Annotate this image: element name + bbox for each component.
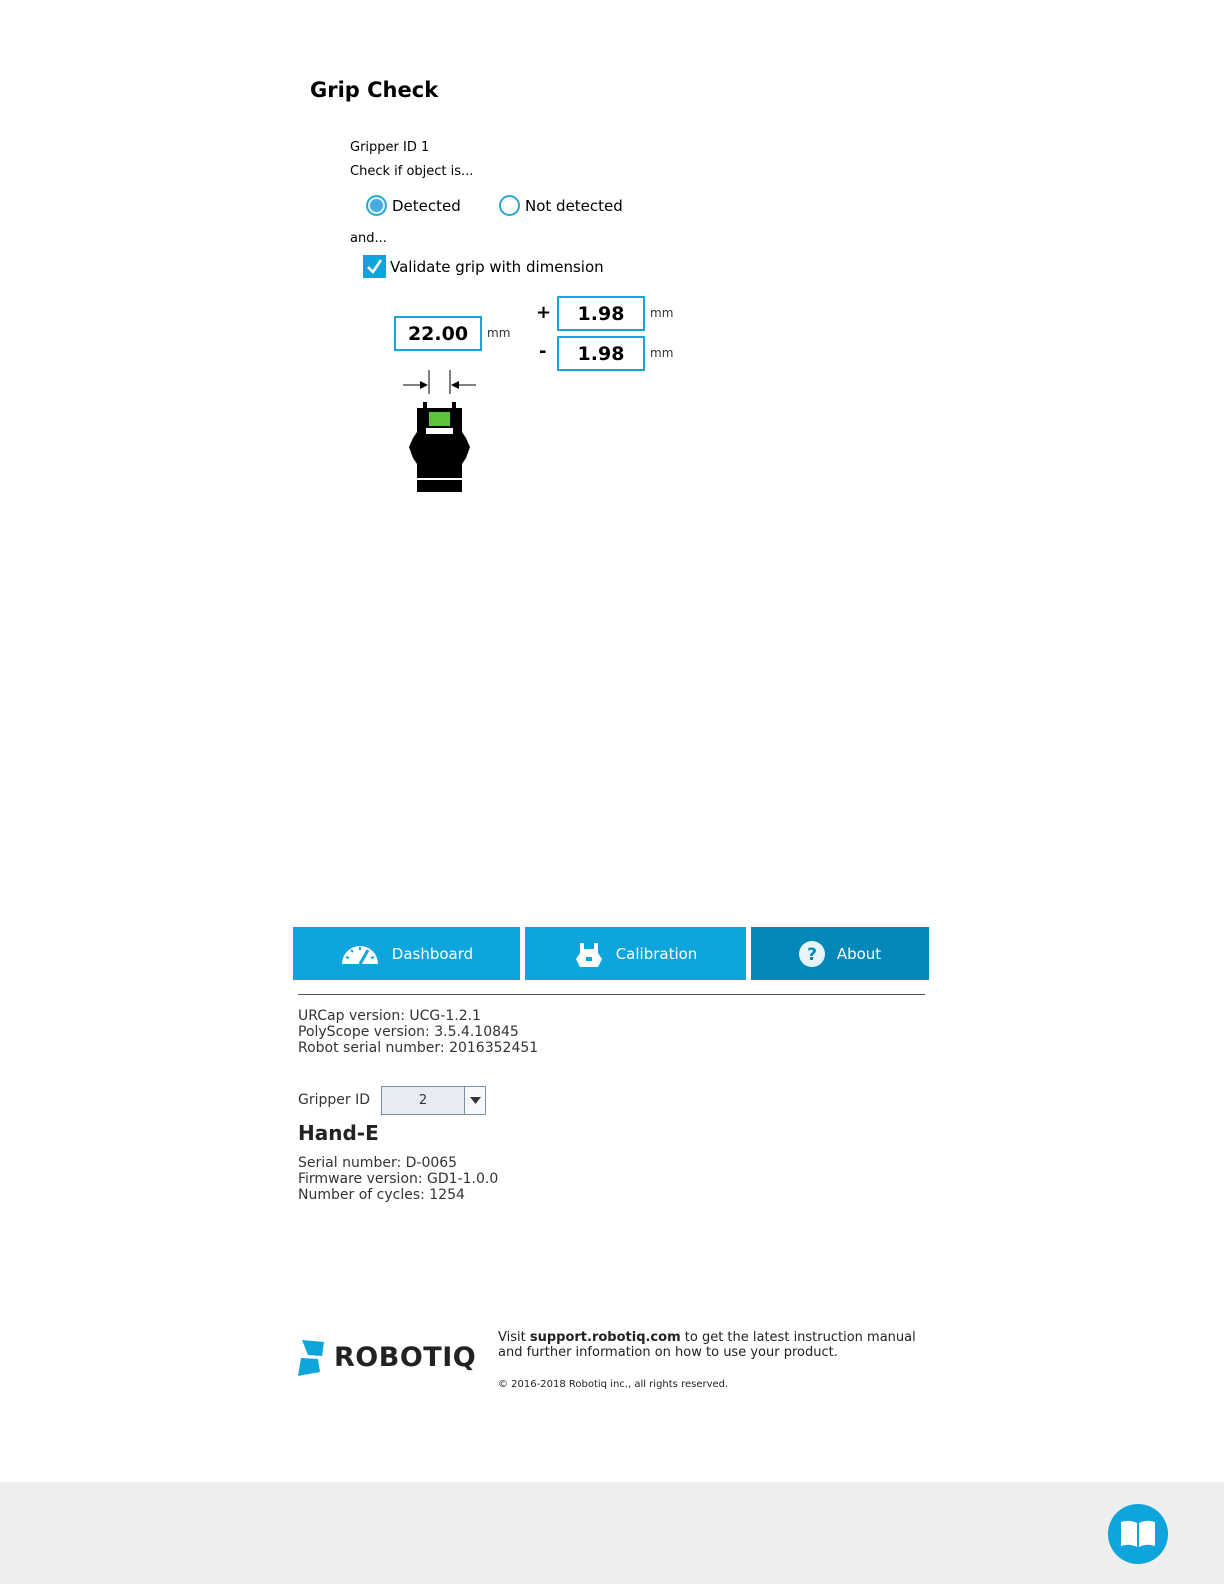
copyright: © 2016-2018 Robotiq inc., all rights reserved. [498,1379,729,1390]
dimension-input[interactable]: 22.00 [394,316,482,351]
gripper-id-select[interactable] [381,1086,486,1115]
minus-tolerance-unit: mm [650,346,674,360]
chevron-down-icon[interactable] [464,1087,485,1114]
robotiq-logo [298,1338,476,1376]
tab-dashboard-label: Dashboard [391,944,474,963]
gripper-diagram-icon [400,370,480,496]
gripper-model: Hand-E [298,1121,379,1145]
gripper-id-text: Gripper ID 1 [350,140,430,155]
dimension-unit: mm [487,326,511,340]
support-link[interactable]: support.robotiq.com [529,1330,681,1345]
tab-bar [293,927,929,980]
page-title: Grip Check [310,78,439,102]
tab-calibration[interactable] [525,927,746,980]
and-label: and... [350,231,387,246]
tab-dashboard[interactable] [293,927,520,980]
book-icon [1119,1519,1157,1549]
plus-tolerance-input[interactable]: 1.98 [557,296,645,331]
plus-tolerance-unit: mm [650,306,674,320]
support-text: Visit support.robotiq.com to get the latest instruction manual and further information on how to use your product. [498,1330,916,1360]
urcap-version: URCap version: UCG-1.2.1 [298,1008,481,1024]
robotiq-logo-icon [298,1338,328,1376]
gauge-icon [340,942,380,966]
checkbox-checked-icon[interactable] [363,255,386,278]
gripper-icon [574,939,604,969]
radio-not-detected-label: Not detected [525,196,623,215]
radio-detected-indicator[interactable] [366,195,387,216]
validate-grip-checkbox[interactable] [363,255,604,278]
tab-calibration-label: Calibration [615,944,698,963]
gripper-serial-number: Serial number: D-0065 [298,1155,458,1171]
footer-bar [0,1482,1224,1584]
robot-serial-number: Robot serial number: 2016352451 [298,1040,539,1056]
plus-sign: + [536,302,552,323]
manual-button[interactable] [1108,1504,1168,1564]
robotiq-logo-text: ROBOTIQ [334,1341,477,1373]
minus-sign: - [539,341,547,362]
firmware-version: Firmware version: GD1-1.0.0 [298,1171,499,1187]
radio-detected[interactable] [366,195,461,216]
tab-about-label: About [836,944,882,963]
validate-grip-label: Validate grip with dimension [390,257,604,276]
number-of-cycles: Number of cycles: 1254 [298,1187,465,1203]
svg-text:?: ? [806,944,817,965]
radio-detected-label: Detected [392,196,461,215]
gripper-id-label: Gripper ID [298,1092,370,1108]
check-prompt: Check if object is... [350,164,474,179]
minus-tolerance-input[interactable]: 1.98 [557,336,645,371]
gripper-id-value: 2 [418,1093,428,1108]
polyscope-version: PolyScope version: 3.5.4.10845 [298,1024,519,1040]
radio-not-detected[interactable] [499,195,623,216]
question-icon [799,941,825,967]
divider [298,994,925,995]
tab-about[interactable] [751,927,929,980]
radio-not-detected-indicator[interactable] [499,195,520,216]
